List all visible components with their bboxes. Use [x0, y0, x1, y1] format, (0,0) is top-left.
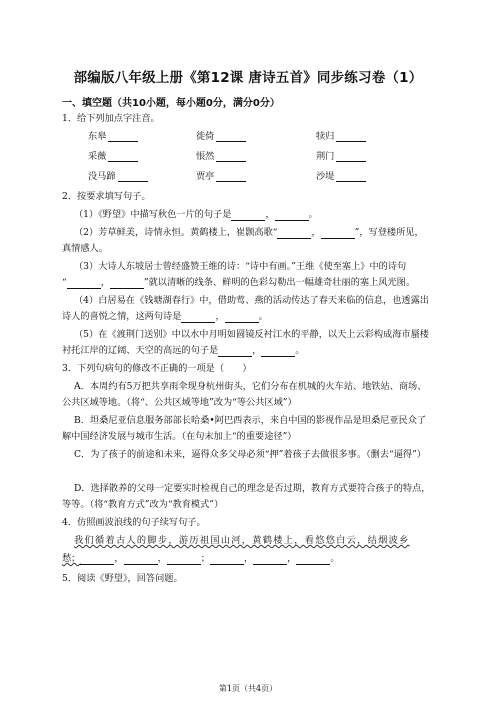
answer-blank[interactable]	[67, 278, 101, 289]
answer-blank[interactable]	[253, 554, 287, 565]
option-a-cont: 公共区域等地。（将“、公共区域等地”改为“等公共区域”）	[62, 397, 297, 408]
pinyin-item: 沙堤	[316, 168, 366, 182]
question-2-part-1: （1）《野望》中描写秋色一片的句子是 ， 。	[74, 209, 318, 220]
answer-blank[interactable]	[216, 151, 246, 162]
option-d-cont: 等等。（将“教育方式”改为“教育模式”）	[62, 499, 224, 510]
question-4-stem: 4．仿照画波浪线的句子续写句子。	[62, 517, 206, 528]
answer-blank[interactable]	[108, 131, 138, 142]
question-4-sentence: 我们循着古人的脚步，游历祖国山河，黄鹤楼上，看悠悠白云，结烟波乡	[74, 535, 410, 546]
answer-blank[interactable]	[124, 554, 158, 565]
answer-blank[interactable]	[336, 151, 366, 162]
page-title: 部编版八年级上册《第12课 唐诗五首》同步练习卷（1）	[73, 70, 423, 86]
question-2-part-3-cont: “ ， ”就以清晰的线条、鲜明的色彩勾勒出一幅雄奇壮丽的塞上风光图。	[62, 277, 416, 288]
option-c: C．为了孩子的前途和未来，逼得众多父母必须“押”着孩子去做很多事。（删去“逼得”）	[74, 449, 426, 460]
question-4-sentence-cont: 愁； ， ， ； ， ， 。	[62, 553, 340, 564]
answer-blank[interactable]	[336, 131, 366, 142]
answer-blank[interactable]	[296, 554, 330, 565]
question-2-part-4: （4）白居易在《钱塘湖春行》中，借助莺、燕的活动传达了春天来临的信息，也透露出	[74, 295, 429, 306]
pinyin-item: 采薇	[88, 148, 138, 162]
answer-blank[interactable]	[167, 554, 201, 565]
option-b: B．坦桑尼亚信息服务部部长哈桑•阿巴西表示，来自中国的影视作品是坦桑尼亚民众了	[74, 415, 427, 426]
question-5-stem: 5．阅读《野望》，回答问题。	[62, 573, 183, 584]
question-2-part-5-cont: 衬托江岸的辽阔、天空的高远的句子是 ， 。	[62, 345, 305, 356]
pinyin-item: 东皋	[88, 128, 138, 142]
answer-blank[interactable]	[118, 171, 148, 182]
answer-blank[interactable]	[216, 171, 246, 182]
answer-blank[interactable]	[321, 228, 355, 239]
question-2-part-5: （5）在《渡荆门送别》中以水中月明如圆镜反衬江水的平静，以天上云彩构成海市蜃楼	[74, 329, 429, 340]
answer-blank[interactable]	[231, 210, 265, 221]
question-2-part-3: （3）大诗人东坡居士曾经盛赞王维的诗：“诗中有画。”王维《使至塞上》中的诗句	[74, 261, 407, 272]
option-b-cont: 解中国经济发展与城市生活。（在句末加上“的重要途径”）	[62, 431, 297, 442]
answer-blank[interactable]	[216, 131, 246, 142]
page-footer: 第1页（共4页）	[218, 684, 278, 693]
answer-blank[interactable]	[225, 312, 259, 323]
pinyin-item: 贾亭	[196, 168, 246, 182]
pinyin-item: 荆门	[316, 148, 366, 162]
option-a: A．本周约有5万把共享雨伞现身杭州街头，它们分布在机城的火车站、地铁站、商场、	[74, 381, 427, 392]
pinyin-item: 犊归	[316, 128, 366, 142]
answer-blank[interactable]	[336, 171, 366, 182]
question-2-part-2-cont: 真情感人。	[62, 243, 108, 254]
pinyin-item: 没马蹄	[88, 168, 148, 182]
answer-blank[interactable]	[110, 278, 144, 289]
question-2-part-4-cont: 诗人的喜悦之情，这两句诗是 ， 。	[62, 311, 268, 322]
question-2-part-2: （2）芳草鲜美，诗情永恒。黄鹤楼上，崔颢高歌“ ， ”，写登楼所见，	[74, 227, 424, 238]
pinyin-row-1	[88, 128, 448, 142]
answer-blank[interactable]	[108, 151, 138, 162]
answer-blank[interactable]	[277, 228, 311, 239]
pinyin-item: 徙倚	[196, 128, 246, 142]
answer-blank[interactable]	[181, 312, 215, 323]
answer-blank[interactable]	[218, 346, 252, 357]
pinyin-item: 悵然	[196, 148, 246, 162]
question-1-stem: 1．给下列加点字注音。	[62, 113, 160, 124]
answer-blank[interactable]	[210, 554, 244, 565]
answer-blank[interactable]	[275, 210, 309, 221]
section-heading: 一、填空题（共10小题，每小题0分，满分0分）	[62, 98, 280, 109]
answer-blank[interactable]	[261, 346, 295, 357]
question-2-stem: 2．按要求填写句子。	[62, 191, 151, 202]
pinyin-row-2	[88, 148, 448, 162]
answer-blank[interactable]	[80, 554, 114, 565]
pinyin-row-3	[88, 168, 448, 182]
question-3-stem: 3．下列句病句的修改不正确的一项是（ ）	[62, 363, 252, 374]
option-d: D．选择散养的父母一定要实时检视自己的理念是否过期，教育方式要符合孩子的特点，	[74, 483, 431, 494]
